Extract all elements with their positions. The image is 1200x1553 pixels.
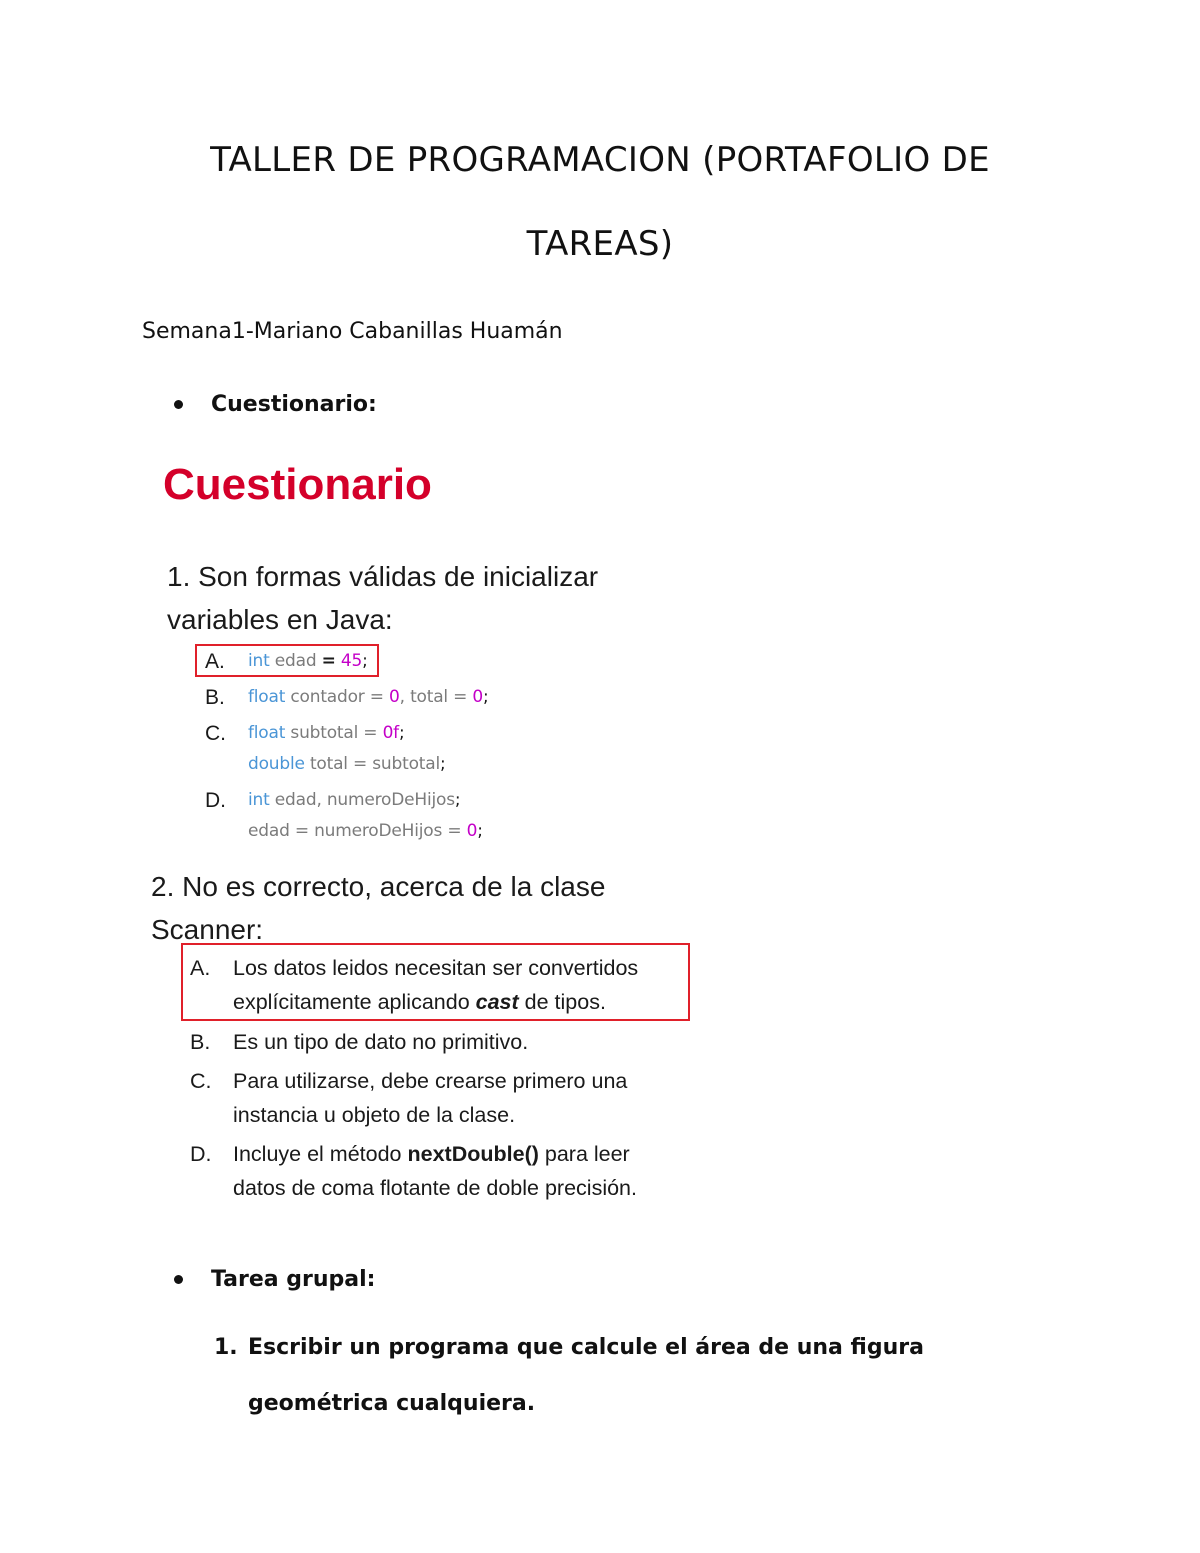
code-text: subtotal =: [285, 723, 383, 743]
option-letter: C.: [190, 1069, 212, 1093]
document-title-line-2: TAREAS): [526, 224, 674, 264]
bullet-icon: [174, 1275, 183, 1284]
code-text: total = subtotal: [304, 754, 440, 774]
option-emphasis: cast: [475, 990, 519, 1014]
option-letter: C.: [205, 722, 226, 745]
code-text: edad: [269, 790, 317, 810]
question-2-option-b: [190, 1025, 683, 1059]
option-text: [233, 1137, 683, 1205]
option-text: Es un tipo de dato no primitivo.: [233, 1030, 529, 1054]
code-snippet: [248, 785, 483, 847]
code-number: 0: [466, 821, 478, 841]
question-2-option-c: [190, 1064, 673, 1132]
question-2-option-d: [190, 1137, 683, 1205]
question-1-option-d: [205, 785, 483, 847]
code-text: , numeroDeHijos: [316, 790, 455, 810]
option-letter: B.: [205, 686, 225, 709]
question-2-text: 2. No es correcto, acerca de la clase Scanner:: [151, 871, 606, 945]
author-line: Semana1-Mariano Cabanillas Huamán: [142, 319, 563, 344]
code-punctuation: ;: [477, 821, 483, 841]
section-bullet-tarea-grupal: [174, 1267, 375, 1292]
question-1-option-a: [205, 646, 368, 677]
code-keyword: double: [248, 754, 305, 774]
bullet-icon: [174, 400, 183, 409]
code-number: 0: [472, 687, 484, 707]
section-bullet-cuestionario: [174, 392, 377, 417]
task-text: Escribir un programa que calcule el área de una figura geométrica cualquiera.: [248, 1335, 924, 1416]
task-number: 1.: [214, 1335, 238, 1360]
code-operator: =: [321, 651, 336, 671]
code-keyword: int: [248, 790, 270, 810]
code-text: , total =: [399, 687, 473, 707]
code-punctuation: ;: [362, 651, 368, 671]
option-text-part: para leer datos de coma flotante de doble precisión.: [233, 1142, 637, 1200]
task-item-1: [214, 1320, 1014, 1432]
code-keyword: float: [248, 723, 286, 743]
code-text: edad: [269, 651, 322, 671]
document-title-line-1: TALLER DE PROGRAMACION (PORTAFOLIO DE: [210, 140, 990, 180]
code-snippet: [248, 718, 446, 780]
option-letter: D.: [190, 1142, 212, 1166]
code-number: 45: [335, 651, 363, 671]
code-number: 0: [389, 687, 400, 707]
option-letter: D.: [205, 789, 226, 812]
code-text: contador =: [285, 687, 390, 707]
code-punctuation: ;: [483, 687, 489, 707]
option-text: Para utilizarse, debe crearse primero una instancia u objeto de la clase.: [233, 1069, 628, 1127]
question-2-option-a: [190, 951, 683, 1019]
code-keyword: float: [248, 687, 286, 707]
option-text-part: Incluye el método: [233, 1142, 408, 1166]
code-number: 0f: [382, 723, 399, 743]
option-letter: B.: [190, 1030, 211, 1054]
code-punctuation: ;: [454, 790, 461, 810]
code-punctuation: ;: [439, 754, 446, 774]
option-letter: A.: [205, 650, 225, 673]
question-1-option-c: [205, 718, 446, 780]
option-text-part: Los datos leidos necesitan ser convertidos explícitamente aplicando: [233, 956, 639, 1014]
option-text: [233, 951, 683, 1019]
code-keyword: int: [248, 651, 270, 671]
quiz-heading: Cuestionario: [163, 460, 432, 509]
option-letter: A.: [190, 956, 211, 980]
question-1-text: 1. Son formas válidas de inicializar variables en Java:: [167, 561, 599, 635]
code-punctuation: ;: [398, 723, 405, 743]
code-snippet: [248, 646, 368, 677]
code-text: edad = numeroDeHijos =: [248, 821, 467, 841]
option-method-name: nextDouble(): [407, 1142, 539, 1166]
section-label: Tarea grupal:: [211, 1267, 376, 1292]
question-1-option-b: [205, 682, 489, 713]
section-label: Cuestionario:: [211, 392, 377, 417]
option-text-part: de tipos.: [518, 990, 606, 1014]
code-snippet: [248, 682, 489, 713]
